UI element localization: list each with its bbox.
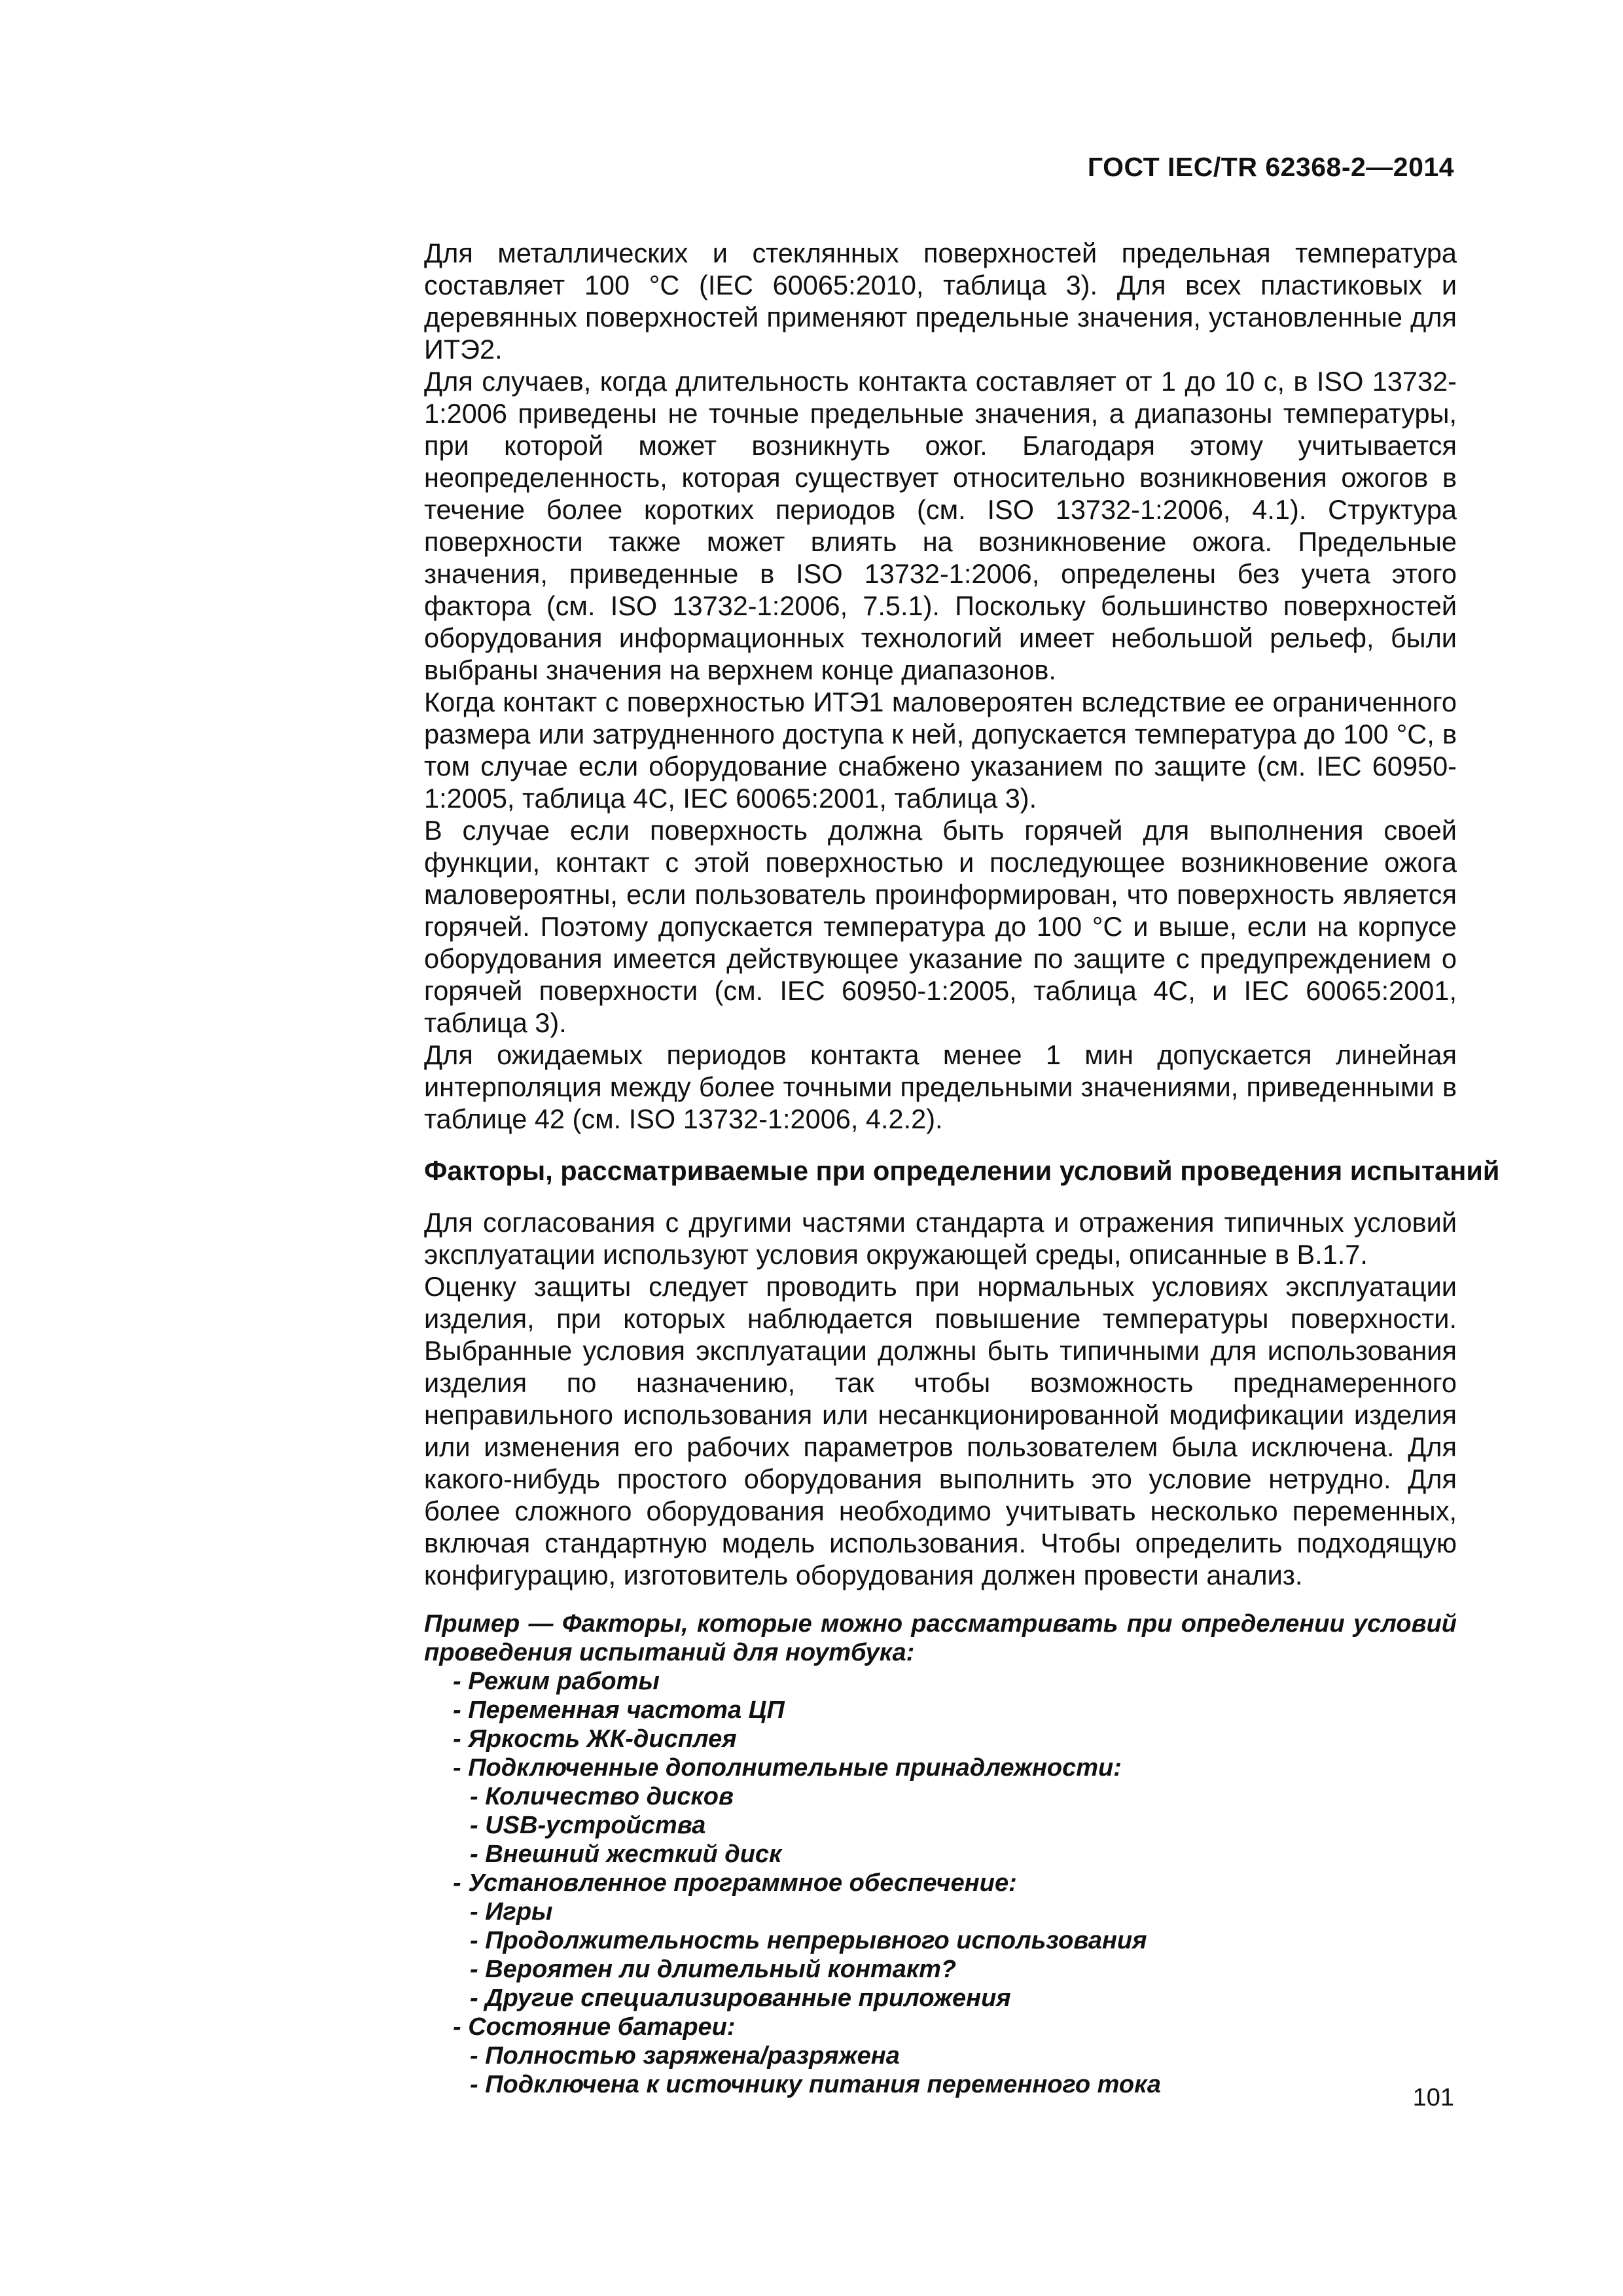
document-code-header: ГОСТ IEC/TR 62368-2—2014 bbox=[1087, 152, 1454, 182]
list-item: - Режим работы bbox=[453, 1668, 660, 1695]
list-item: - Установленное программное обеспечение: bbox=[453, 1869, 1017, 1897]
example-block bbox=[424, 1609, 1457, 2099]
paragraph: Для ожидаемых периодов контакта менее 1 мин допускается линейная интерполяция между более точными предельными значениями, приведенными в таблице 42 (см. ISO 13732-1:2006, 4.2.2). bbox=[424, 1039, 1457, 1134]
list-item: - Яркость ЖК-дисплея bbox=[453, 1725, 737, 1753]
paragraph: В случае если поверхность должна быть горячей для выполнения своей функции, контакт с этой поверхностью и последующее возникновение ожога маловероятны, если пользователь проинформирован, что поверхность является горячей. Поэтому допускается температура до 100 °С и выше, если на корпусе оборудования имеется действующее указание по защите с предупреждением о горячей поверхности (см. IEC 60950-1:2005, таблица 4С, и IEC 60065:2001, таблица 3). bbox=[424, 815, 1457, 1038]
list-item: - Внешний жесткий диск bbox=[470, 1840, 782, 1868]
list-item: - Продолжительность непрерывного использования bbox=[470, 1927, 1147, 1954]
list-item: - Переменная частота ЦП bbox=[453, 1696, 785, 1724]
list-item: - Подключена к источнику питания переменного тока bbox=[470, 2071, 1161, 2098]
paragraph: Когда контакт с поверхностью ИТЭ1 маловероятен вследствие ее ограниченного размера или затрудненного доступа к ней, допускается температура до 100 °С, в том случае если оборудование снабжено указанием по защите (см. IEC 60950-1:2005, таблица 4С, IEC 60065:2001, таблица 3). bbox=[424, 687, 1457, 814]
paragraph: Для металлических и стеклянных поверхностей предельная температура составляет 100 °С (IEC 60065:2010, таблица 3). Для всех пластиковых и деревянных поверхностей применяют предельные значения, установленные для ИТЭ2. bbox=[424, 238, 1457, 365]
paragraph: Для согласования с другими частями стандарта и отражения типичных условий эксплуатации используют условия окружающей среды, описанные в В.1.7. bbox=[424, 1207, 1457, 1270]
page-content bbox=[424, 237, 1500, 2099]
list-item: - Другие специализированные приложения bbox=[470, 1984, 1011, 2012]
list-item: - Полностью заряжена/разряжена bbox=[470, 2042, 900, 2070]
paragraph: Оценку защиты следует проводить при нормальных условиях эксплуатации изделия, при которых наблюдается повышение температуры поверхности. Выбранные условия эксплуатации должны быть типичными для использования изделия по назначению, так чтобы возможность преднамеренного неправильного использования или несанкционированной модификации изделия или изменения его рабочих параметров пользователем была исключена. Для какого-нибудь простого оборудования выполнить это условие нетрудно. Для более сложного оборудования необходимо учитывать несколько переменных, включая стандартную модель использования. Чтобы определить подходящую конфигурацию, изготовитель оборудования должен провести анализ. bbox=[424, 1271, 1457, 1590]
example-list bbox=[424, 1667, 1457, 2099]
list-item: - Игры bbox=[470, 1898, 553, 1926]
page-number: 101 bbox=[1412, 2084, 1454, 2111]
list-item: - Подключенные дополнительные принадлежности: bbox=[453, 1754, 1122, 1782]
list-item: - Состояние батареи: bbox=[453, 2013, 736, 2041]
list-item: - Вероятен ли длительный контакт? bbox=[470, 1956, 957, 1983]
paragraph: Для случаев, когда длительность контакта составляет от 1 до 10 с, в ISO 13732-1:2006 приведены не точные предельные значения, а диапазоны температуры, при которой может возникнуть ожог. Благодаря этому учитывается неопределенность, которая существует относительно возникновения ожогов в течение более коротких периодов (см. ISO 13732-1:2006, 4.1). Структура поверхности также может влиять на возникновение ожога. Предельные значения, приведенные в ISO 13732-1:2006, определены без учета этого фактора (см. ISO 13732-1:2006, 7.5.1). Поскольку большинство поверхностей оборудования информационных технологий имеет небольшой рельеф, были выбраны значения на верхнем конце диапазонов. bbox=[424, 366, 1457, 685]
example-title: Пример — Факторы, которые можно рассматривать при определении условий проведения испытаний для ноутбука: bbox=[424, 1610, 1457, 1666]
list-item: - Количество дисков bbox=[470, 1783, 734, 1810]
list-item: - USB-устройства bbox=[470, 1812, 706, 1839]
section-heading: Факторы, рассматриваемые при определении условий проведения испытаний bbox=[424, 1155, 1500, 1186]
